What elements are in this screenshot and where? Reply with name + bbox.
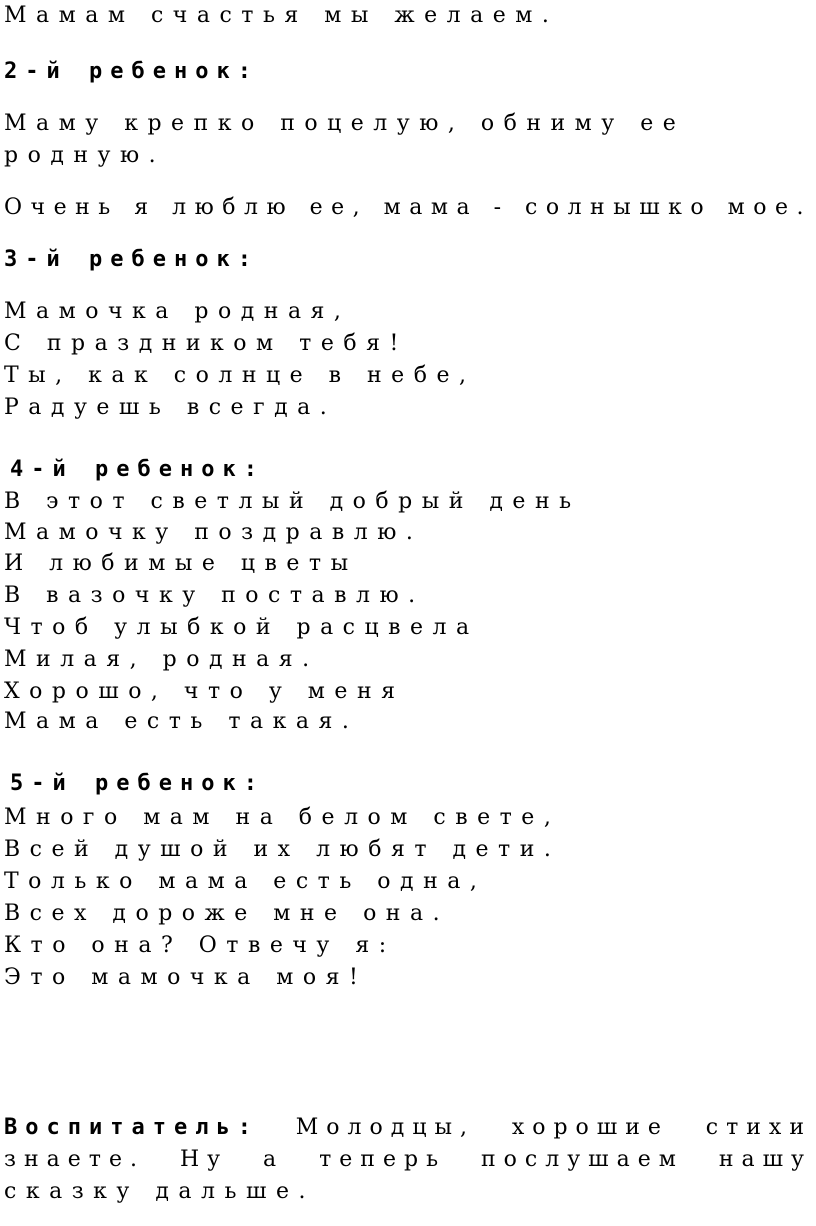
child5-line-2: Всей душой их любят дети. <box>4 837 561 862</box>
child5-heading: 5-й ребенок: <box>10 771 265 796</box>
child3-line-1: Мамочка родная, <box>4 299 351 324</box>
child4-line-6: Милая, родная. <box>4 647 319 672</box>
teacher-word: послушаем <box>481 1147 684 1172</box>
teacher-word: хорошие <box>511 1115 669 1140</box>
child4-line-7: Хорошо, что у меня <box>4 679 405 704</box>
teacher-word: нашу <box>718 1147 812 1172</box>
child5-line-6: Это мамочка моя! <box>4 965 368 990</box>
child2-line-2: родную. <box>4 143 166 168</box>
child4-line-3: И любимые цветы <box>4 551 358 576</box>
teacher-word: теперь <box>319 1147 447 1172</box>
child5-line-3: Только мама есть одна, <box>4 869 487 894</box>
teacher-speaker: Воспитатель: <box>4 1115 259 1140</box>
teacher-word: знаете. <box>4 1147 145 1172</box>
child2-line-3: Очень я люблю ее, мама - солнышко мое. <box>4 195 813 220</box>
teacher-word: Ну <box>179 1147 229 1172</box>
teacher-line-2 <box>4 1146 812 1174</box>
child5-line-4: Всех дороже мне она. <box>4 901 450 926</box>
child3-line-2: С праздником тебя! <box>4 331 408 356</box>
teacher-word: стихи <box>705 1115 812 1140</box>
child2-heading: 2-й ребенок: <box>4 59 259 84</box>
intro-line: Мамам счастья мы желаем. <box>4 3 559 28</box>
teacher-word: Молодцы, <box>295 1115 475 1140</box>
child5-line-1: Много мам на белом свете, <box>4 805 561 830</box>
child3-line-3: Ты, как солнце в небе, <box>4 363 476 388</box>
child3-heading: 3-й ребенок: <box>4 247 259 272</box>
child4-line-5: Чтоб улыбкой расцвела <box>4 615 479 640</box>
teacher-line-3: сказку дальше. <box>4 1179 315 1204</box>
child4-line-4: В вазочку поставлю. <box>4 583 425 608</box>
child4-line-2: Мамочку поздравлю. <box>4 520 423 545</box>
child2-line-1: Маму крепко поцелую, обниму ее <box>4 111 686 136</box>
child4-line-1: В этот светлый добрый день <box>4 489 581 514</box>
teacher-line-1 <box>4 1114 812 1142</box>
child5-line-5: Кто она? Отвечу я: <box>4 933 396 958</box>
child4-heading: 4-й ребенок: <box>10 457 265 482</box>
child3-line-4: Радуешь всегда. <box>4 395 337 420</box>
teacher-word: а <box>263 1147 285 1172</box>
child4-line-8: Мама есть такая. <box>4 709 359 734</box>
